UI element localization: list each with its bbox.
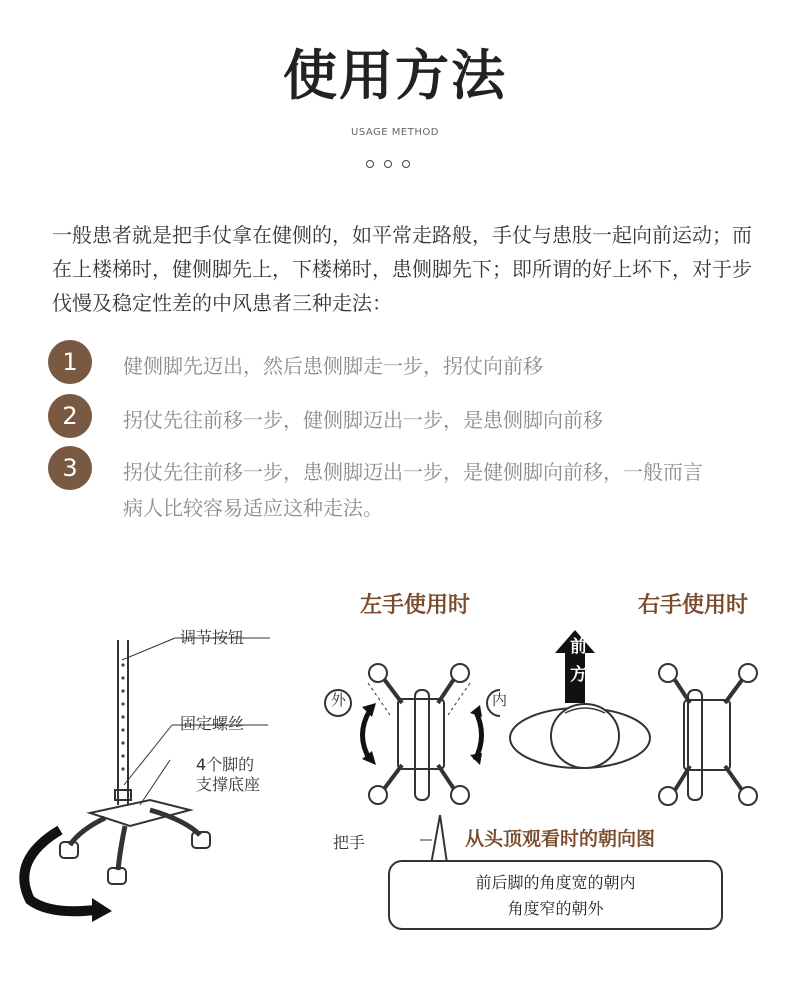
callout-line-2: 角度窄的朝外 [507,899,604,918]
page-title: 使用方法 [283,44,507,107]
step-text: 拐仗先往前移一步，健侧脚迈出一步，是患侧脚向前移 [123,408,603,432]
step-text: 拐仗先往前移一步，患侧脚迈出一步，是健侧脚向前移，一般而言病人比较容易适应这种走法。 [123,460,703,520]
step-number: 3 [48,446,92,490]
left-hand-title: 左手使用时 [360,593,471,618]
decorative-dots [366,160,410,168]
label-front-1: 前 [570,637,587,657]
label-fixing-screw: 固定螺丝 [180,714,245,733]
cane-illustration [0,600,320,980]
label-outer: 外 [331,691,347,709]
right-hand-title: 右手使用时 [638,593,749,618]
orientation-caption: 从头顶观看时的朝向图 [465,828,656,850]
right-hand-top-view [650,658,770,818]
label-inner: 内 [492,691,508,709]
step-number: 2 [48,394,92,438]
label-handle: 把手 [333,833,366,852]
step-number: 1 [48,340,92,384]
label-base-line1: 4个脚的 [196,755,255,774]
page-subtitle: USAGE METHOD [351,127,439,138]
callout-box [388,860,723,930]
label-base-line2: 支撑底座 [196,775,261,794]
step-text: 健侧脚先迈出，然后患侧脚走一步，拐仗向前移 [123,354,543,378]
intro-paragraph: 一般患者就是把手仗拿在健侧的，如平常走路般，手仗与患肢一起向前运动；而在上楼梯时，健侧脚先上，下楼梯时，患侧脚先下；即所谓的好上坏下，对于步伐慢及稳定性差的中风患者三种走法： [52,223,752,315]
callout-line-1: 前后脚的角度宽的朝内 [475,873,636,892]
label-front-2: 方 [570,665,587,685]
label-adjust-button: 调节按钮 [180,628,245,647]
